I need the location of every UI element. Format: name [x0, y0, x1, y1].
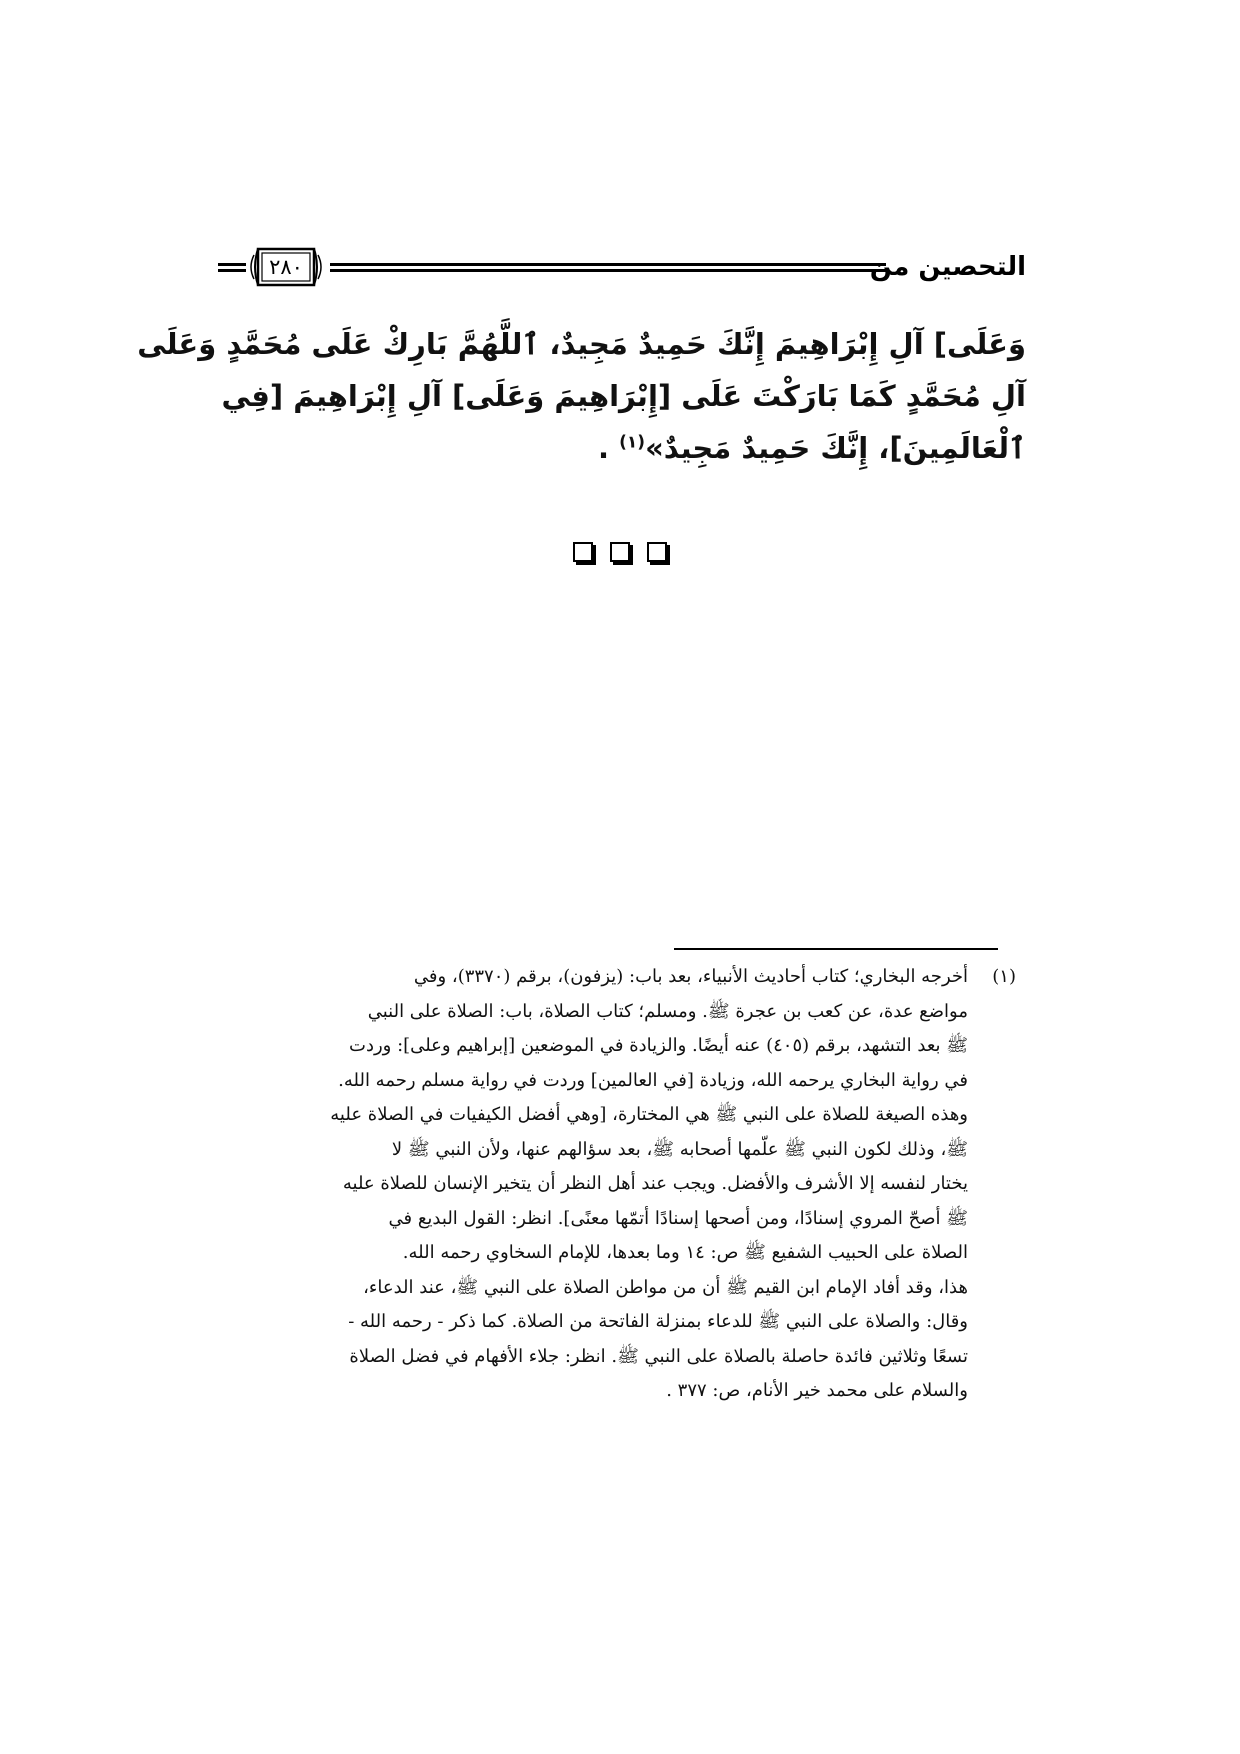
footnote-line: وقال: والصلاة على النبي ﷺ للدعاء بمنزلة الفاتحة من الصلاة. كما ذكر - رحمه الله -: [348, 1311, 968, 1332]
footnote-block: [216, 960, 1016, 1409]
square-ornament-icon: [647, 542, 667, 562]
header-double-rule: [330, 263, 886, 272]
running-title: التحصين من: [869, 252, 1026, 282]
footnote-number: (١): [992, 966, 1016, 987]
footnote-line: أخرجه البخاري؛ كتاب أحاديث الأنبياء، بعد باب: (يزفون)، برقم (٣٣٧٠)، وفي: [413, 966, 968, 987]
square-ornament-icon: [573, 542, 593, 562]
footnote-line: ﷺ أصحّ المروي إسنادًا، ومن أصحها إسنادًا أتمّها معنًى]. انظر: القول البديع في: [388, 1207, 968, 1229]
footnote-line: مواضع عدة، عن كعب بن عجرة ﷺ. ومسلم؛ كتاب الصلاة، باب: الصلاة على النبي: [367, 1000, 968, 1022]
footnote-line: في رواية البخاري يرحمه الله، وزيادة [في العالمين] وردت في رواية مسلم رحمه الله.: [338, 1069, 968, 1091]
hadith-line: وَعَلَى] آلِ إِبْرَاهِيمَ إِنَّكَ حَمِيدٌ مَجِيدٌ، ٱللَّهُمَّ بَارِكْ عَلَى مُحَمَّدٍ وَعَلَى: [137, 327, 1026, 361]
hadith-line-text: ٱلْعَالَمِينَ]، إِنَّكَ حَمِيدٌ مَجِيدٌ»: [645, 431, 1026, 465]
page-number: ٢٨٠: [269, 255, 303, 279]
footnote-line: ﷺ بعد التشهد، برقم (٤٠٥) عنه أيضًا. والزيادة في الموضعين [إبراهيم وعلى]: وردت: [349, 1035, 968, 1056]
footnote-line: هذا، وقد أفاد الإمام ابن القيم ﷺ أن من مواطن الصلاة على النبي ﷺ، عند الدعاء،: [363, 1276, 968, 1298]
sentence-end-mark: .: [597, 431, 610, 465]
hadith-text: [137, 318, 1026, 474]
hadith-line: آلِ مُحَمَّدٍ كَمَا بَارَكْتَ عَلَى [إِبْرَاهِيمَ وَعَلَى] آلِ إِبْرَاهِيمَ [فِي: [221, 379, 1026, 413]
section-separator: [0, 542, 1240, 566]
hadith-line-last: [214, 422, 1026, 474]
footnote-reference: (١): [619, 432, 646, 453]
footnote-divider: [674, 948, 998, 950]
footnote-line: تسعًا وثلاثين فائدة حاصلة بالصلاة على النبي ﷺ. انظر: جلاء الأفهام في فضل الصلاة: [349, 1345, 968, 1367]
footnote-line: الصلاة على الحبيب الشفيع ﷺ ص: ١٤ وما بعدها، للإمام السخاوي رحمه الله.: [402, 1242, 968, 1263]
footnote-text: [216, 960, 968, 1409]
header-double-rule-end: [218, 263, 246, 272]
page-number-badge: [248, 243, 324, 291]
square-ornament-icon: [610, 542, 630, 562]
footnote-line: يختار لنفسه إلا الأشرف والأفضل. ويجب عند أهل النظر أن يتخير الإنسان للصلاة عليه: [342, 1173, 968, 1194]
page-header: [218, 243, 1026, 295]
footnote-line: وهذه الصيغة للصلاة على النبي ﷺ هي المختارة، [وهي أفضل الكيفيات في الصلاة عليه: [330, 1104, 968, 1125]
footnote-line: ﷺ، وذلك لكون النبي ﷺ علّمها أصحابه ﷺ، بعد سؤالهم عنها، ولأن النبي ﷺ لا: [391, 1138, 968, 1160]
footnote-line: والسلام على محمد خير الأنام، ص: ٣٧٧ .: [666, 1380, 968, 1401]
